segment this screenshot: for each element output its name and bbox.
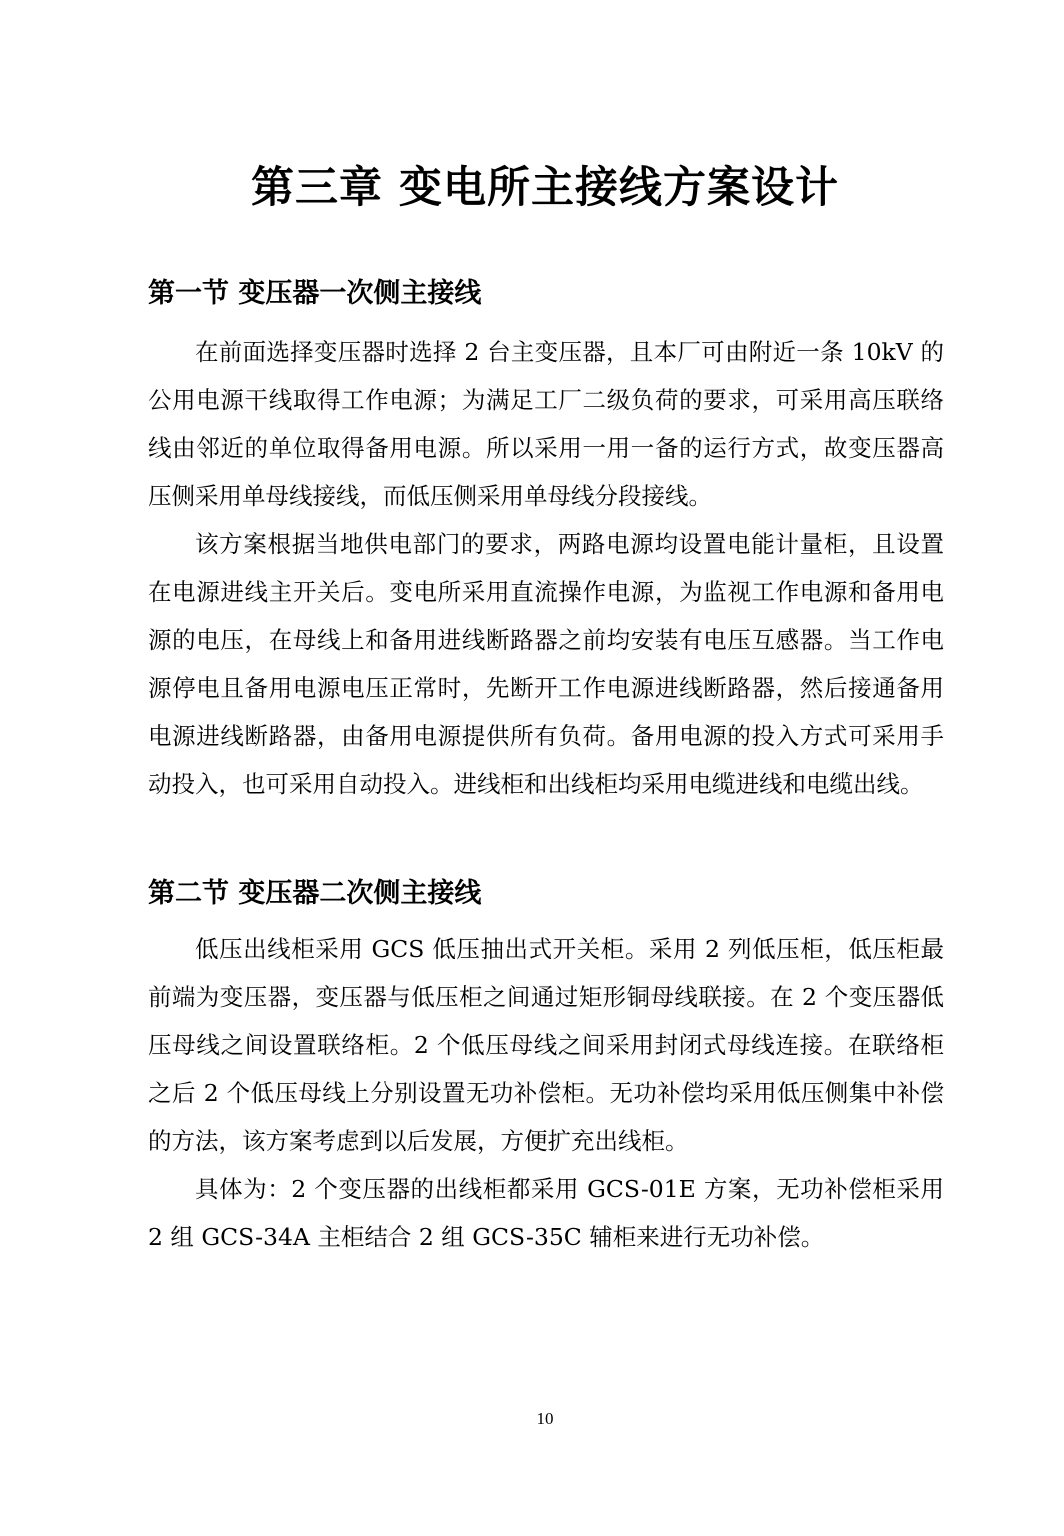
- section-1-paragraph-2: 该方案根据当地供电部门的要求，两路电源均设置电能计量柜，且设置在电源进线主开关后。变电所采用直流操作电源，为监视工作电源和备用电源的电压，在母线上和备用进线断路器之前均安装有电压互感器。当工作电源停电且备用电源电压正常时，先断开工作电源进线断路器，然后接通备用电源进线断路器，由备用电源提供所有负荷。备用电源的投入方式可采用手动投入，也可采用自动投入。进线柜和出线柜均采用电缆进线和电缆出线。: [148, 530, 944, 798]
- page-number: 10: [536, 1409, 554, 1428]
- chapter-title: 第三章 变电所主接线方案设计: [251, 163, 839, 213]
- section-1-title: 第一节 变压器一次侧主接线: [148, 278, 482, 309]
- section-2-title: 第二节 变压器二次侧主接线: [148, 878, 482, 909]
- section-2-paragraph-1: 低压出线柜采用 GCS 低压抽出式开关柜。采用 2 列低压柜，低压柜最前端为变压器，变压器与低压柜之间通过矩形铜母线联接。在 2 个变压器低压母线之间设置联络柜。2 个低压母线之间采用封闭式母线连接。在联络柜之后 2 个低压母线上分别设置无功补偿柜。无功补偿均采用低压侧集中补偿的方法，该方案考虑到以后发展，方便扩充出线柜。: [148, 935, 944, 1155]
- section-1-paragraph-1: 在前面选择变压器时选择 2 台主变压器，且本厂可由附近一条 10kV 的公用电源干线取得工作电源；为满足工厂二级负荷的要求，可采用高压联络线由邻近的单位取得备用电源。所以采用一用一备的运行方式，故变压器高压侧采用单母线接线，而低压侧采用单母线分段接线。: [148, 338, 944, 510]
- section-2-paragraph-2: 具体为：2 个变压器的出线柜都采用 GCS-01E 方案，无功补偿柜采用 2 组 GCS-34A 主柜结合 2 组 GCS-35C 辅柜来进行无功补偿。: [148, 1175, 944, 1251]
